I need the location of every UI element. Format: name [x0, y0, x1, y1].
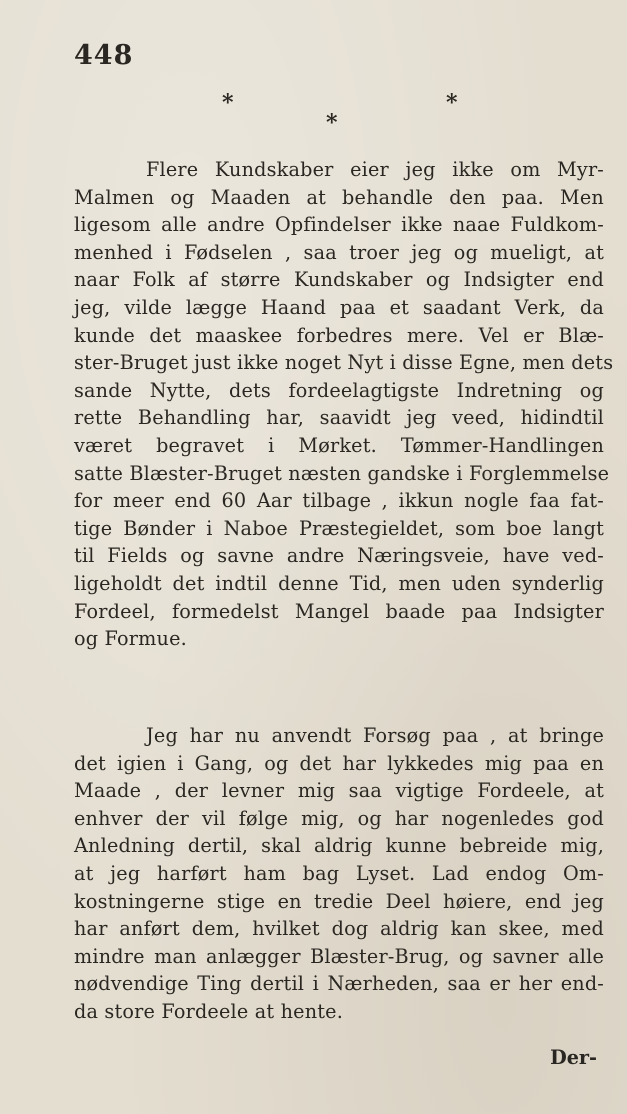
text-line: det igien i Gang, og det har lykkedes mig paa en	[74, 751, 604, 775]
catchword: Der-	[550, 1046, 597, 1069]
asterism-ornament	[0, 90, 627, 136]
text-line: enhver der vil følge mig, og har nogenledes god	[74, 806, 604, 830]
text-line: Fordeel, formedelst Mangel baade paa Indsigter	[74, 599, 604, 623]
text-line: sande Nytte, dets fordeelagtigste Indretning og	[74, 378, 604, 402]
ornament-star: *	[222, 90, 234, 116]
page-number: 448	[74, 40, 134, 71]
text-line: ster-Bruget just ikke noget Nyt i disse Egne, men dets	[74, 351, 614, 375]
text-line: Jeg har nu anvendt Forsøg paa , at bringe	[146, 724, 604, 747]
text-line: Malmen og Maaden at behandle den paa. Men	[74, 185, 604, 209]
text-line: satte Blæster-Bruget næsten gandske i Forglemmelse	[74, 461, 610, 485]
paragraph-2	[74, 722, 604, 1026]
text-line: menhed i Fødselen , saa troer jeg og mueligt, at	[74, 240, 604, 264]
text-line: været begravet i Mørket. Tømmer-Handlingen	[74, 433, 604, 457]
text-line: Maade , der levner mig saa vigtige Fordeele, at	[74, 779, 604, 803]
text-line: har anført dem, hvilket dog aldrig kan skee, med	[74, 917, 604, 941]
text-line: da store Fordeele at hente.	[74, 999, 344, 1023]
text-line: at jeg harført ham bag Lyset. Lad endog Om-	[74, 861, 604, 885]
text-line: jeg, vilde lægge Haand paa et saadant Verk, da	[74, 295, 604, 319]
text-line: Anledning dertil, skal aldrig kunne bebreide mig,	[74, 834, 604, 858]
text-line: nødvendige Ting dertil i Nærheden, saa er her end-	[74, 972, 604, 996]
text-line: naar Folk af større Kundskaber og Indsigter end	[74, 268, 604, 292]
text-line: rette Behandling har, saavidt jeg veed, hidindtil	[74, 406, 604, 430]
text-line: kostningerne stige en tredie Deel høiere, end jeg	[74, 889, 604, 913]
text-line: kunde det maaskee forbedres mere. Vel er Blæ-	[74, 323, 604, 347]
text-line: ligesom alle andre Opfindelser ikke naae Fuldkom-	[74, 213, 604, 237]
paragraph-1	[74, 156, 614, 653]
ornament-star: *	[446, 90, 458, 116]
text-line: tige Bønder i Naboe Præstegieldet, som boe langt	[74, 516, 604, 540]
text-line: til Fields og savne andre Næringsveie, have ved-	[74, 544, 604, 568]
text-line: mindre man anlægger Blæster-Brug, og savner alle	[74, 944, 604, 968]
ornament-star: *	[326, 110, 338, 136]
text-line: og Formue.	[74, 627, 187, 651]
text-line: Flere Kundskaber eier jeg ikke om Myr-	[146, 158, 604, 181]
text-line: ligeholdt det indtil denne Tid, men uden synderlig	[74, 571, 604, 595]
text-line: for meer end 60 Aar tilbage , ikkun nogle faa fat-	[74, 489, 604, 513]
